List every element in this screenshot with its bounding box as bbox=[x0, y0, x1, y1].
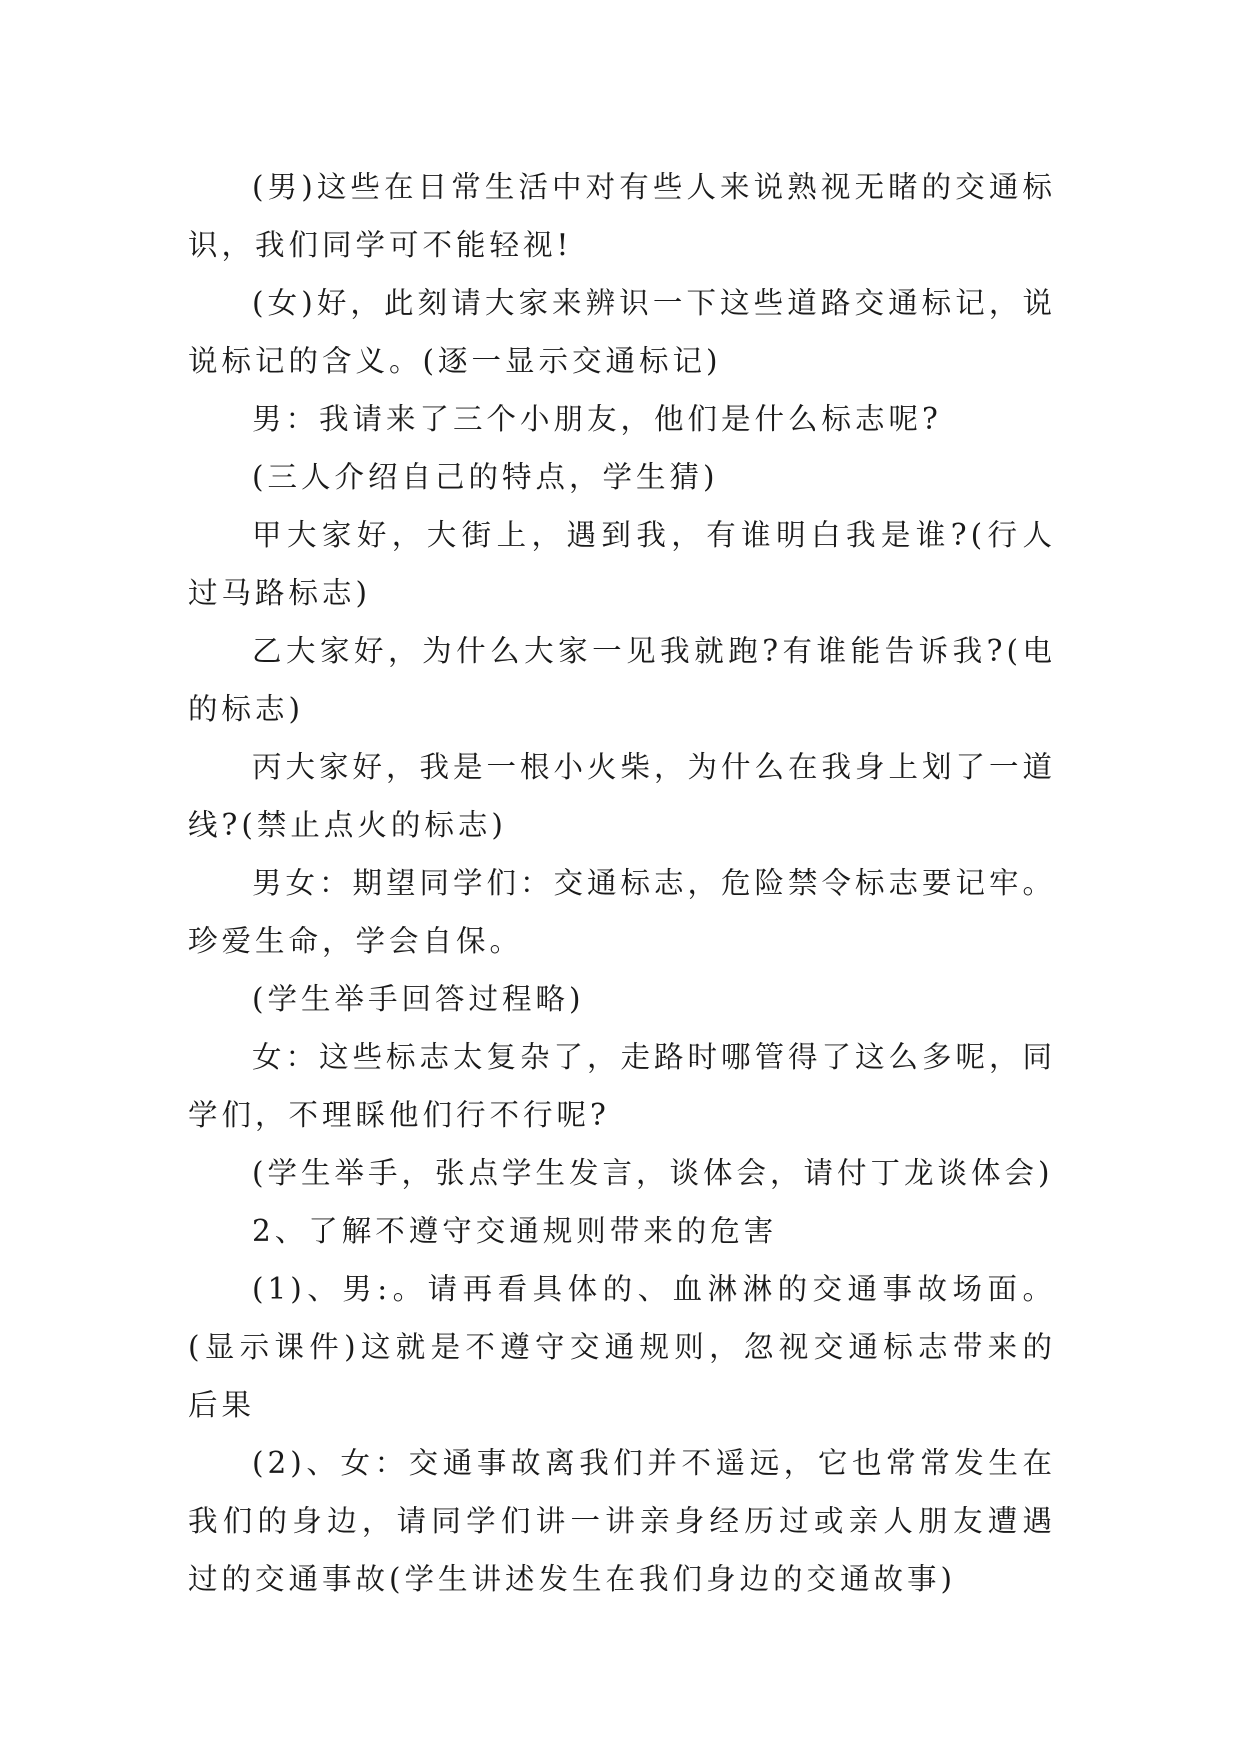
document-body bbox=[188, 158, 1056, 1608]
paragraph-yi-electric-sign: 乙大家好，为什么大家一见我就跑?有谁能告诉我?(电的标志) bbox=[188, 634, 1056, 726]
paragraph-bing-no-fire-sign: 丙大家好，我是一根小火柴，为什么在我身上划了一道线?(禁止点火的标志) bbox=[188, 750, 1057, 842]
paragraph-female-identify-markings: (女)好，此刻请大家来辨识一下这些道路交通标记，说说标记的含义。(逐一显示交通标记) bbox=[188, 286, 1056, 378]
section-heading-dangers: 2、了解不遵守交通规则带来的危害 bbox=[252, 1214, 778, 1248]
paragraph-students-answer: (学生举手回答过程略) bbox=[252, 982, 585, 1016]
paragraph-male-traffic-signs: (男)这些在日常生活中对有些人来说熟视无睹的交通标识，我们同学可不能轻视! bbox=[188, 170, 1056, 262]
paragraph-male-three-friends: 男：我请来了三个小朋友，他们是什么标志呢? bbox=[252, 402, 942, 436]
paragraph-item-2-accidents-nearby: (2)、女：交通事故离我们并不遥远，它也常常发生在我们的身边，请同学们讲一讲亲身经历过或亲人朋友遭遇过的交通事故(学生讲述发生在我们身边的交通故事) bbox=[188, 1446, 1056, 1596]
paragraph-female-signs-complex: 女：这些标志太复杂了，走路时哪管得了这么多呢，同学们，不理睬他们行不行呢? bbox=[188, 1040, 1057, 1132]
paragraph-students-speak: (学生举手，张点学生发言，谈体会，请付丁龙谈体会) bbox=[252, 1156, 1054, 1190]
paragraph-male-female-hope: 男女：期望同学们：交通标志，危险禁令标志要记牢。珍爱生命，学会自保。 bbox=[188, 866, 1057, 958]
paragraph-jia-pedestrian-sign: 甲大家好，大街上，遇到我，有谁明白我是谁?(行人过马路标志) bbox=[188, 518, 1056, 610]
paragraph-three-introduce: (三人介绍自己的特点，学生猜) bbox=[252, 460, 719, 494]
paragraph-item-1-accident-scenes: (1)、男:。请再看具体的、血淋淋的交通事故场面。(显示课件)这就是不遵守交通规则，忽视交通标志带来的后果 bbox=[188, 1272, 1056, 1422]
